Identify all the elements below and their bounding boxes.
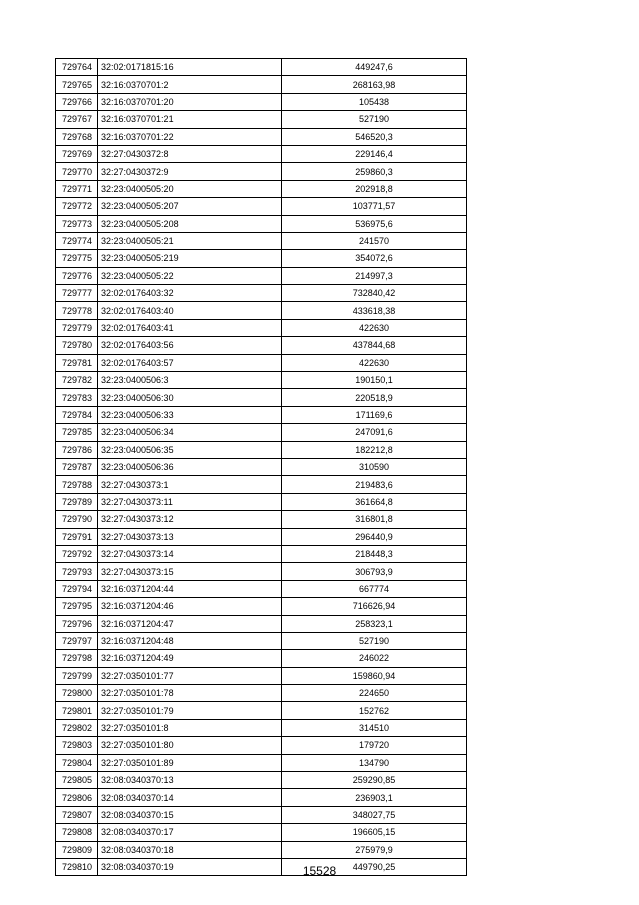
cadastral-number-cell: 32:23:0400506:33 bbox=[98, 406, 282, 423]
cadastral-number-cell: 32:27:0350101:80 bbox=[98, 737, 282, 754]
cadastral-number-cell: 32:16:0371204:49 bbox=[98, 650, 282, 667]
row-id-cell: 729801 bbox=[56, 702, 98, 719]
table-row bbox=[56, 59, 467, 76]
row-id-cell: 729797 bbox=[56, 632, 98, 649]
table-row bbox=[56, 511, 467, 528]
cadastral-number-cell: 32:08:0340370:15 bbox=[98, 806, 282, 823]
cadastral-number-cell: 32:23:0400506:3 bbox=[98, 372, 282, 389]
value-cell: 732840,42 bbox=[282, 285, 467, 302]
row-id-cell: 729779 bbox=[56, 319, 98, 336]
table-row bbox=[56, 198, 467, 215]
value-cell: 536975,6 bbox=[282, 215, 467, 232]
value-cell: 361664,8 bbox=[282, 493, 467, 510]
table-row bbox=[56, 493, 467, 510]
row-id-cell: 729789 bbox=[56, 493, 98, 510]
cadastral-number-cell: 32:27:0350101:77 bbox=[98, 667, 282, 684]
row-id-cell: 729808 bbox=[56, 824, 98, 841]
cadastral-value-table-container bbox=[55, 58, 467, 876]
value-cell: 214997,3 bbox=[282, 267, 467, 284]
cadastral-number-cell: 32:16:0371204:44 bbox=[98, 580, 282, 597]
cadastral-number-cell: 32:16:0370701:20 bbox=[98, 93, 282, 110]
cadastral-number-cell: 32:27:0430373:12 bbox=[98, 511, 282, 528]
value-cell: 259290,85 bbox=[282, 772, 467, 789]
value-cell: 422630 bbox=[282, 319, 467, 336]
value-cell: 314510 bbox=[282, 719, 467, 736]
cadastral-number-cell: 32:23:0400505:207 bbox=[98, 198, 282, 215]
cadastral-number-cell: 32:08:0340370:19 bbox=[98, 858, 282, 875]
table-row bbox=[56, 76, 467, 93]
row-id-cell: 729799 bbox=[56, 667, 98, 684]
cadastral-value-table bbox=[55, 58, 467, 876]
row-id-cell: 729773 bbox=[56, 215, 98, 232]
table-row bbox=[56, 441, 467, 458]
cadastral-number-cell: 32:08:0340370:14 bbox=[98, 789, 282, 806]
cadastral-number-cell: 32:27:0350101:89 bbox=[98, 754, 282, 771]
table-row bbox=[56, 545, 467, 562]
cadastral-number-cell: 32:16:0370701:22 bbox=[98, 128, 282, 145]
page-number: 15528 bbox=[302, 864, 337, 878]
row-id-cell: 729775 bbox=[56, 250, 98, 267]
value-cell: 103771,57 bbox=[282, 198, 467, 215]
table-row bbox=[56, 754, 467, 771]
cadastral-number-cell: 32:27:0430373:15 bbox=[98, 563, 282, 580]
value-cell: 275979,9 bbox=[282, 841, 467, 858]
value-cell: 152762 bbox=[282, 702, 467, 719]
row-id-cell: 729800 bbox=[56, 685, 98, 702]
table-row bbox=[56, 93, 467, 110]
cadastral-number-cell: 32:02:0171815:16 bbox=[98, 59, 282, 76]
row-id-cell: 729802 bbox=[56, 719, 98, 736]
table-row bbox=[56, 789, 467, 806]
row-id-cell: 729767 bbox=[56, 111, 98, 128]
cadastral-number-cell: 32:08:0340370:18 bbox=[98, 841, 282, 858]
row-id-cell: 729806 bbox=[56, 789, 98, 806]
row-id-cell: 729766 bbox=[56, 93, 98, 110]
cadastral-number-cell: 32:23:0400506:35 bbox=[98, 441, 282, 458]
table-row bbox=[56, 285, 467, 302]
row-id-cell: 729765 bbox=[56, 76, 98, 93]
row-id-cell: 729790 bbox=[56, 511, 98, 528]
row-id-cell: 729781 bbox=[56, 354, 98, 371]
cadastral-number-cell: 32:27:0430373:11 bbox=[98, 493, 282, 510]
row-id-cell: 729783 bbox=[56, 389, 98, 406]
row-id-cell: 729769 bbox=[56, 145, 98, 162]
value-cell: 179720 bbox=[282, 737, 467, 754]
value-cell: 433618,38 bbox=[282, 302, 467, 319]
row-id-cell: 729786 bbox=[56, 441, 98, 458]
table-row bbox=[56, 163, 467, 180]
row-id-cell: 729768 bbox=[56, 128, 98, 145]
value-cell: 258323,1 bbox=[282, 615, 467, 632]
table-row bbox=[56, 111, 467, 128]
row-id-cell: 729796 bbox=[56, 615, 98, 632]
table-row bbox=[56, 563, 467, 580]
table-row bbox=[56, 632, 467, 649]
value-cell: 246022 bbox=[282, 650, 467, 667]
row-id-cell: 729772 bbox=[56, 198, 98, 215]
row-id-cell: 729770 bbox=[56, 163, 98, 180]
value-cell: 224650 bbox=[282, 685, 467, 702]
row-id-cell: 729805 bbox=[56, 772, 98, 789]
table-row bbox=[56, 615, 467, 632]
cadastral-number-cell: 32:23:0400505:219 bbox=[98, 250, 282, 267]
value-cell: 310590 bbox=[282, 458, 467, 475]
value-cell: 105438 bbox=[282, 93, 467, 110]
value-cell: 202918,8 bbox=[282, 180, 467, 197]
row-id-cell: 729771 bbox=[56, 180, 98, 197]
cadastral-number-cell: 32:23:0400506:36 bbox=[98, 458, 282, 475]
value-cell: 218448,3 bbox=[282, 545, 467, 562]
value-cell: 196605,15 bbox=[282, 824, 467, 841]
row-id-cell: 729807 bbox=[56, 806, 98, 823]
row-id-cell: 729810 bbox=[56, 858, 98, 875]
value-cell: 316801,8 bbox=[282, 511, 467, 528]
value-cell: 259860,3 bbox=[282, 163, 467, 180]
value-cell: 182212,8 bbox=[282, 441, 467, 458]
cadastral-number-cell: 32:23:0400506:30 bbox=[98, 389, 282, 406]
value-cell: 268163,98 bbox=[282, 76, 467, 93]
cadastral-number-cell: 32:02:0176403:41 bbox=[98, 319, 282, 336]
row-id-cell: 729774 bbox=[56, 232, 98, 249]
value-cell: 437844,68 bbox=[282, 337, 467, 354]
table-row bbox=[56, 215, 467, 232]
row-id-cell: 729803 bbox=[56, 737, 98, 754]
row-id-cell: 729788 bbox=[56, 476, 98, 493]
table-row bbox=[56, 650, 467, 667]
value-cell: 449247,6 bbox=[282, 59, 467, 76]
value-cell: 306793,9 bbox=[282, 563, 467, 580]
table-row bbox=[56, 232, 467, 249]
table-body bbox=[56, 59, 467, 876]
table-row bbox=[56, 667, 467, 684]
value-cell: 159860,94 bbox=[282, 667, 467, 684]
value-cell: 527190 bbox=[282, 111, 467, 128]
table-row bbox=[56, 406, 467, 423]
cadastral-number-cell: 32:02:0176403:57 bbox=[98, 354, 282, 371]
row-id-cell: 729787 bbox=[56, 458, 98, 475]
cadastral-number-cell: 32:27:0350101:79 bbox=[98, 702, 282, 719]
table-row bbox=[56, 772, 467, 789]
value-cell: 247091,6 bbox=[282, 424, 467, 441]
table-row bbox=[56, 841, 467, 858]
table-row bbox=[56, 354, 467, 371]
table-row bbox=[56, 389, 467, 406]
cadastral-number-cell: 32:16:0371204:46 bbox=[98, 598, 282, 615]
cadastral-number-cell: 32:02:0176403:56 bbox=[98, 337, 282, 354]
table-row bbox=[56, 319, 467, 336]
value-cell: 449790,25 bbox=[282, 858, 467, 875]
table-row bbox=[56, 702, 467, 719]
table-row bbox=[56, 145, 467, 162]
cadastral-number-cell: 32:16:0370701:2 bbox=[98, 76, 282, 93]
table-row bbox=[56, 337, 467, 354]
value-cell: 667774 bbox=[282, 580, 467, 597]
table-row bbox=[56, 598, 467, 615]
cadastral-number-cell: 32:02:0176403:32 bbox=[98, 285, 282, 302]
value-cell: 354072,6 bbox=[282, 250, 467, 267]
table-row bbox=[56, 250, 467, 267]
value-cell: 171169,6 bbox=[282, 406, 467, 423]
row-id-cell: 729804 bbox=[56, 754, 98, 771]
table-row bbox=[56, 476, 467, 493]
row-id-cell: 729782 bbox=[56, 372, 98, 389]
table-row bbox=[56, 685, 467, 702]
value-cell: 527190 bbox=[282, 632, 467, 649]
cadastral-number-cell: 32:27:0430373:13 bbox=[98, 528, 282, 545]
row-id-cell: 729791 bbox=[56, 528, 98, 545]
table-row bbox=[56, 302, 467, 319]
table-row bbox=[56, 180, 467, 197]
cadastral-number-cell: 32:16:0370701:21 bbox=[98, 111, 282, 128]
value-cell: 220518,9 bbox=[282, 389, 467, 406]
cadastral-number-cell: 32:27:0430372:8 bbox=[98, 145, 282, 162]
value-cell: 348027,75 bbox=[282, 806, 467, 823]
row-id-cell: 729780 bbox=[56, 337, 98, 354]
table-row bbox=[56, 737, 467, 754]
table-row bbox=[56, 719, 467, 736]
row-id-cell: 729798 bbox=[56, 650, 98, 667]
row-id-cell: 729764 bbox=[56, 59, 98, 76]
value-cell: 422630 bbox=[282, 354, 467, 371]
cadastral-number-cell: 32:23:0400505:208 bbox=[98, 215, 282, 232]
table-row bbox=[56, 128, 467, 145]
row-id-cell: 729794 bbox=[56, 580, 98, 597]
table-row bbox=[56, 806, 467, 823]
row-id-cell: 729795 bbox=[56, 598, 98, 615]
row-id-cell: 729777 bbox=[56, 285, 98, 302]
table-row bbox=[56, 458, 467, 475]
row-id-cell: 729785 bbox=[56, 424, 98, 441]
value-cell: 190150,1 bbox=[282, 372, 467, 389]
value-cell: 241570 bbox=[282, 232, 467, 249]
cadastral-number-cell: 32:27:0430372:9 bbox=[98, 163, 282, 180]
table-row bbox=[56, 424, 467, 441]
cadastral-number-cell: 32:23:0400505:22 bbox=[98, 267, 282, 284]
value-cell: 716626,94 bbox=[282, 598, 467, 615]
cadastral-number-cell: 32:16:0371204:48 bbox=[98, 632, 282, 649]
cadastral-number-cell: 32:16:0371204:47 bbox=[98, 615, 282, 632]
row-id-cell: 729792 bbox=[56, 545, 98, 562]
cadastral-number-cell: 32:08:0340370:17 bbox=[98, 824, 282, 841]
cadastral-number-cell: 32:27:0430373:14 bbox=[98, 545, 282, 562]
table-row bbox=[56, 372, 467, 389]
cadastral-number-cell: 32:23:0400505:21 bbox=[98, 232, 282, 249]
table-row bbox=[56, 824, 467, 841]
cadastral-number-cell: 32:27:0350101:78 bbox=[98, 685, 282, 702]
value-cell: 296440,9 bbox=[282, 528, 467, 545]
cadastral-number-cell: 32:27:0430373:1 bbox=[98, 476, 282, 493]
value-cell: 546520,3 bbox=[282, 128, 467, 145]
table-row bbox=[56, 528, 467, 545]
row-id-cell: 729784 bbox=[56, 406, 98, 423]
row-id-cell: 729809 bbox=[56, 841, 98, 858]
table-row bbox=[56, 580, 467, 597]
cadastral-number-cell: 32:27:0350101:8 bbox=[98, 719, 282, 736]
row-id-cell: 729793 bbox=[56, 563, 98, 580]
value-cell: 236903,1 bbox=[282, 789, 467, 806]
value-cell: 219483,6 bbox=[282, 476, 467, 493]
table-row bbox=[56, 267, 467, 284]
row-id-cell: 729778 bbox=[56, 302, 98, 319]
row-id-cell: 729776 bbox=[56, 267, 98, 284]
cadastral-number-cell: 32:08:0340370:13 bbox=[98, 772, 282, 789]
value-cell: 229146,4 bbox=[282, 145, 467, 162]
cadastral-number-cell: 32:23:0400505:20 bbox=[98, 180, 282, 197]
cadastral-number-cell: 32:02:0176403:40 bbox=[98, 302, 282, 319]
cadastral-number-cell: 32:23:0400506:34 bbox=[98, 424, 282, 441]
value-cell: 134790 bbox=[282, 754, 467, 771]
